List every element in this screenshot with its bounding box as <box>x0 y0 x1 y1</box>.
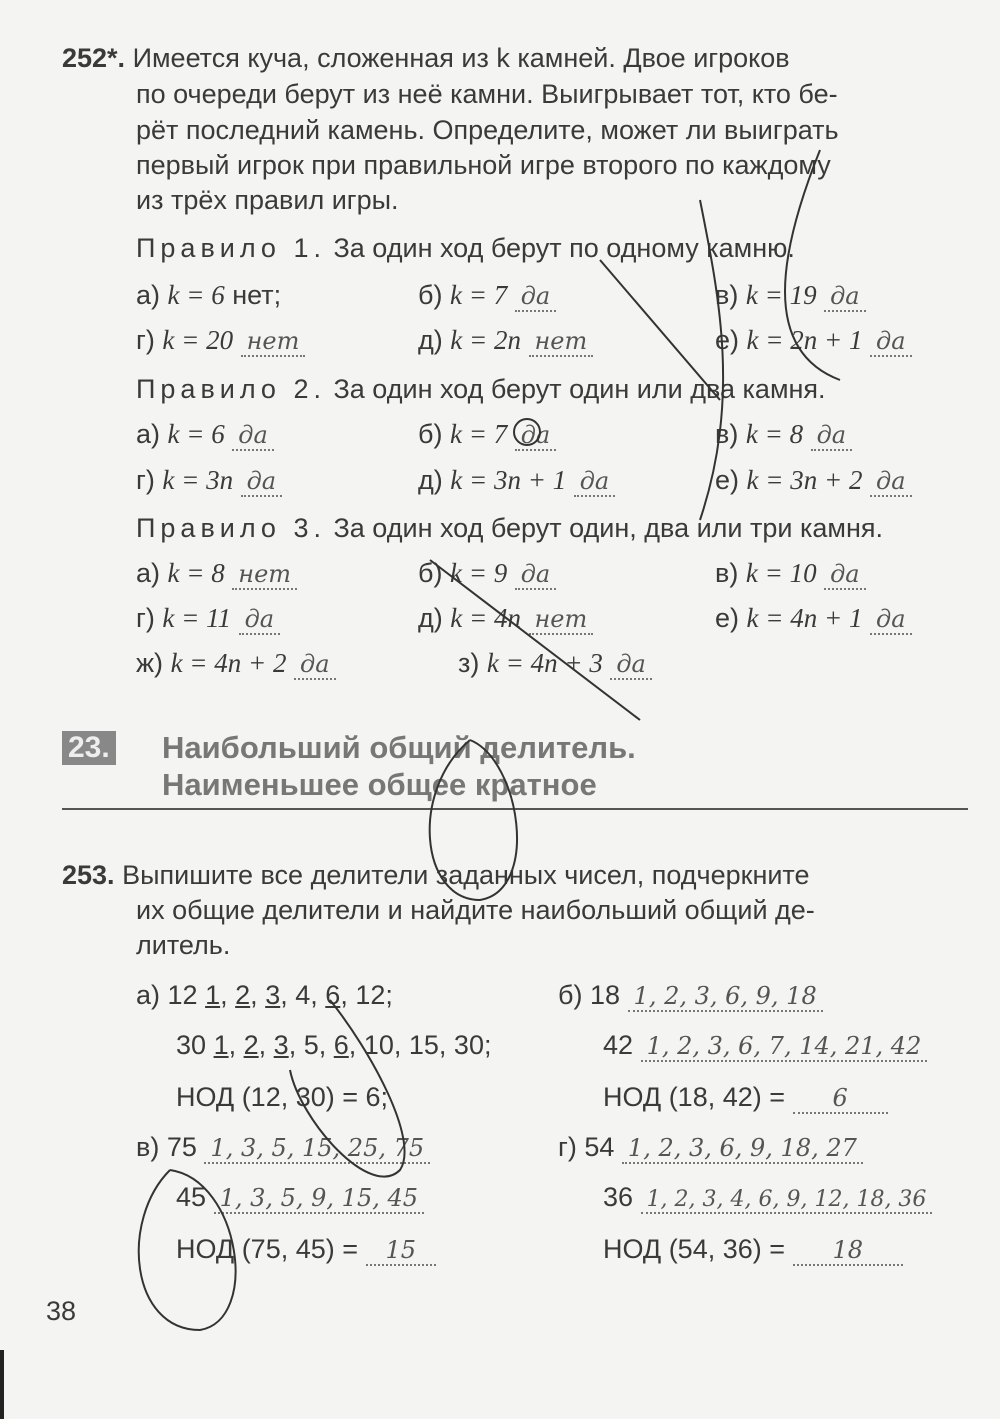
divisor: 6 <box>333 1030 349 1060</box>
problem-252-line-0 <box>62 41 790 75</box>
problem-253-line-2: литель. <box>136 930 231 960</box>
rule-3-item <box>418 556 556 591</box>
rule-3-item <box>136 556 297 591</box>
rule-2-item <box>418 417 556 452</box>
answer: нет; <box>232 280 282 310</box>
problem-253-line-1: их общие делители и найдите наибольший общий де- <box>136 895 815 925</box>
handwritten-answer: 1, 3, 5, 9, 15, 45 <box>214 1184 424 1214</box>
item-label: а) <box>136 280 161 310</box>
problem-252-line-1: по очереди берут из неё камни. Выигрывает тот, кто бе- <box>136 79 838 109</box>
rule-text: За один ход берут один, два или три камня. <box>333 513 884 543</box>
item-label: в) <box>715 280 739 310</box>
part-a-row2 <box>176 1028 491 1062</box>
answer: да <box>239 605 281 635</box>
handwritten-answer: 1, 2, 3, 6, 9, 18 <box>628 982 823 1012</box>
item-expression: k = 3n <box>162 465 234 495</box>
item-expression: k = 7 <box>449 280 508 310</box>
item-label: а) <box>136 558 161 588</box>
gcd-expression: НОД (18, 42) = <box>603 1082 786 1112</box>
rule-1-title <box>136 231 795 265</box>
item-expression: k = 10 <box>745 558 817 588</box>
divisor: 1 <box>205 980 221 1010</box>
item-label: г) <box>136 603 155 633</box>
part-a-gcd: НОД (12, 30) = 6; <box>176 1082 389 1112</box>
item-expression: k = 4n + 2 <box>170 648 287 678</box>
gcd-expression: НОД (54, 36) = <box>603 1234 786 1264</box>
handwritten-answer: 1, 2, 3, 6, 7, 14, 21, 42 <box>641 1032 928 1062</box>
rule-2-title <box>136 372 826 406</box>
item-label: е) <box>715 603 740 633</box>
rule-1-item <box>136 323 305 358</box>
number: 18 <box>589 980 621 1010</box>
divisor: 30; <box>453 1030 492 1060</box>
problem-252-line-2: рёт последний камень. Определите, может ли выиграть <box>136 115 839 145</box>
part-d-row2 <box>603 1180 932 1217</box>
answer: да <box>515 282 557 312</box>
rule-label: Правило 1. <box>136 233 326 263</box>
part-a-row1 <box>136 978 393 1012</box>
problem-252-line-3: первый игрок при правильной игре второго по каждому <box>136 150 831 180</box>
answer: да <box>811 421 853 451</box>
part-label: а) <box>136 980 161 1010</box>
rule-3-item <box>136 646 336 681</box>
item-label: б) <box>418 419 443 449</box>
divisor: 2 <box>243 1030 259 1060</box>
problem-253-line-0 <box>62 858 810 892</box>
item-expression: k = 2n + 1 <box>746 325 863 355</box>
rule-2-item <box>136 463 282 498</box>
item-expression: k = 4n + 3 <box>486 648 603 678</box>
item-label: д) <box>418 603 443 633</box>
item-expression: k = 11 <box>162 603 232 633</box>
item-expression: k = 4n + 1 <box>746 603 863 633</box>
problem-text: Выпишите все делители заданных чисел, подчеркните <box>122 860 810 890</box>
problem-number: 253. <box>62 860 115 890</box>
part-label: в) <box>136 1132 160 1162</box>
divisor: 5 <box>303 1030 319 1060</box>
item-expression: k = 6 <box>167 280 225 310</box>
part-b-gcd <box>603 1080 888 1115</box>
handwritten-answer: 1, 2, 3, 4, 6, 9, 12, 18, 36 <box>641 1187 933 1214</box>
item-expression: k = 19 <box>745 280 817 310</box>
item-expression: k = 3n + 1 <box>450 465 567 495</box>
divisor: 3 <box>273 1030 289 1060</box>
item-expression: k = 9 <box>449 558 508 588</box>
number: 45 <box>176 1182 207 1212</box>
handwritten-answer: 1, 2, 3, 6, 9, 18, 27 <box>622 1134 863 1164</box>
number: 12 <box>167 980 198 1010</box>
rule-1-item <box>136 278 281 312</box>
part-c-row2 <box>176 1180 424 1215</box>
divisor: 15 <box>408 1030 439 1060</box>
answer: да <box>610 650 652 680</box>
divisor: 6 <box>325 980 341 1010</box>
item-label: д) <box>418 465 443 495</box>
part-b-row2 <box>603 1028 927 1063</box>
answer: да <box>232 421 274 451</box>
answer: нет <box>241 327 306 357</box>
item-expression: k = 8 <box>745 419 804 449</box>
rule-1-item <box>715 278 866 313</box>
item-label: е) <box>715 465 740 495</box>
part-c-row1 <box>136 1130 430 1165</box>
gcd-expression: НОД (75, 45) = <box>176 1234 359 1264</box>
answer: да <box>515 560 557 590</box>
handwritten-answer: 15 <box>366 1236 437 1266</box>
rule-2-item <box>715 417 852 452</box>
answer: да <box>870 467 912 497</box>
answer: да <box>870 327 912 357</box>
handwritten-answer: 18 <box>793 1236 904 1266</box>
answer: нет <box>529 327 594 357</box>
problem-252-line-4: из трёх правил игры. <box>136 185 399 215</box>
number: 54 <box>584 1132 615 1162</box>
part-label: г) <box>558 1132 577 1162</box>
section-divider <box>62 808 968 810</box>
item-expression: k = 3n + 2 <box>746 465 863 495</box>
item-label: д) <box>418 325 443 355</box>
problem-text: Имеется куча, сложенная из k камней. Двое игроков <box>132 43 790 73</box>
rule-1-item <box>418 278 556 313</box>
part-d-row1 <box>558 1130 863 1165</box>
rule-text: За один ход берут по одному камню. <box>333 233 795 263</box>
section-title-line1: Наибольший общий делитель. <box>162 730 636 765</box>
rule-3-item <box>715 601 912 636</box>
handwritten-answer: 1, 3, 5, 15, 25, 75 <box>204 1134 430 1164</box>
scan-edge <box>0 1350 4 1419</box>
rule-2-item <box>715 463 912 498</box>
part-label: б) <box>558 980 583 1010</box>
rule-label: Правило 2. <box>136 374 326 404</box>
divisor: 2 <box>235 980 251 1010</box>
answer: да <box>824 282 866 312</box>
divisor: 4 <box>295 980 311 1010</box>
rule-3-item <box>418 601 593 636</box>
problem-number: 252*. <box>62 43 126 73</box>
item-expression: k = 20 <box>162 325 234 355</box>
rule-3-item <box>136 601 280 636</box>
part-c-gcd <box>176 1232 436 1267</box>
part-d-gcd <box>603 1232 903 1267</box>
item-label: в) <box>715 419 739 449</box>
item-label: з) <box>458 648 480 678</box>
item-expression: k = 8 <box>167 558 225 588</box>
section-number: 23. <box>62 731 116 765</box>
rule-1-item <box>418 323 593 358</box>
rule-2-item <box>136 417 274 452</box>
answer: да <box>515 421 557 451</box>
item-label: г) <box>136 465 155 495</box>
rule-label: Правило 3. <box>136 513 326 543</box>
section-title-line2: Наименьшее общее кратное <box>162 767 597 802</box>
page-number: 38 <box>46 1296 77 1326</box>
item-label: в) <box>715 558 739 588</box>
answer: да <box>294 650 336 680</box>
divisor: 1 <box>213 1030 229 1060</box>
item-label: ж) <box>136 648 164 678</box>
number: 75 <box>166 1132 197 1162</box>
number: 36 <box>603 1182 634 1212</box>
divisor: 12; <box>355 980 393 1010</box>
answer: да <box>824 560 866 590</box>
item-label: а) <box>136 419 161 449</box>
item-expression: k = 4n <box>450 603 521 633</box>
item-label: г) <box>136 325 155 355</box>
handwritten-answer: 6 <box>793 1084 888 1114</box>
answer: да <box>241 467 283 497</box>
rule-1-item <box>715 323 912 358</box>
answer: да <box>870 605 912 635</box>
item-expression: k = 2n <box>450 325 521 355</box>
divisor-list: 1, 2, 3, 4, 6, 12; <box>205 980 393 1010</box>
item-expression: k = 6 <box>167 419 225 449</box>
answer: нет <box>232 560 297 590</box>
number: 42 <box>603 1030 634 1060</box>
rule-2-item <box>418 463 615 498</box>
rule-text: За один ход берут один или два камня. <box>333 374 826 404</box>
item-label: б) <box>418 280 443 310</box>
divisor-list: 1, 2, 3, 5, 6, 10, 15, 30; <box>213 1030 492 1060</box>
divisor: 3 <box>265 980 281 1010</box>
item-label: е) <box>715 325 740 355</box>
rule-3-item <box>458 646 652 681</box>
rule-3-item <box>715 556 866 591</box>
answer: нет <box>529 605 594 635</box>
rule-3-title <box>136 511 883 545</box>
item-expression: k = 7 <box>449 419 508 449</box>
part-b-row1 <box>558 978 823 1013</box>
item-label: б) <box>418 558 443 588</box>
number: 30 <box>176 1030 207 1060</box>
answer: да <box>574 467 616 497</box>
divisor: 10 <box>363 1030 394 1060</box>
